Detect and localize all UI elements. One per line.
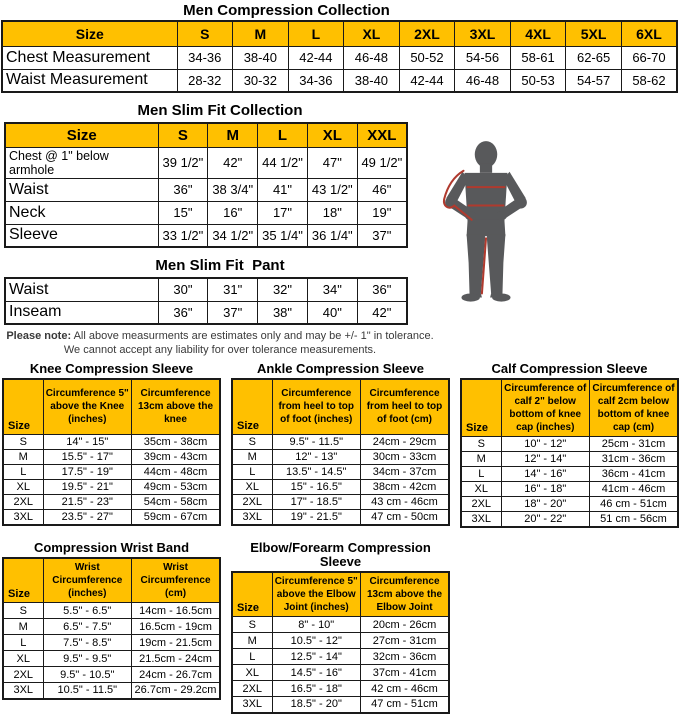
ankle-sleeve-table bbox=[231, 378, 450, 526]
table-cell: Chest Measurement bbox=[2, 46, 177, 69]
slim-fit-header bbox=[5, 123, 407, 147]
column-header: Circumference 5" above the Knee (inches) bbox=[43, 379, 132, 434]
table-cell: 46 cm - 51cm bbox=[590, 497, 679, 512]
table-cell: 39 1/2" bbox=[158, 147, 208, 178]
table-cell: 42" bbox=[357, 301, 407, 324]
table-cell: 15.5" - 17" bbox=[43, 449, 132, 464]
table-row bbox=[232, 617, 449, 633]
table-cell: 3XL bbox=[3, 509, 43, 525]
table-cell: S bbox=[232, 617, 272, 633]
calf-sleeve-title: Calf Compression Sleeve bbox=[491, 361, 648, 376]
table-cell: 17.5" - 19" bbox=[43, 464, 132, 479]
table-cell: 2XL bbox=[232, 494, 272, 509]
table-cell: 66-70 bbox=[621, 46, 677, 69]
slim-fit-collection-table bbox=[4, 122, 408, 248]
size-column-header: Size bbox=[461, 379, 501, 437]
column-header: Wrist Circumference (cm) bbox=[132, 558, 221, 603]
column-header: L bbox=[258, 123, 308, 147]
table-cell: 37" bbox=[357, 224, 407, 247]
table-cell: 42-44 bbox=[399, 69, 455, 92]
table-row bbox=[232, 649, 449, 665]
column-header: XL bbox=[307, 123, 357, 147]
table-cell: 38" bbox=[258, 301, 308, 324]
table-cell: Sleeve bbox=[5, 224, 158, 247]
table-cell: 51 cm - 56cm bbox=[590, 512, 679, 528]
table-cell: 62-65 bbox=[566, 46, 622, 69]
table-cell: 31cm - 36cm bbox=[590, 452, 679, 467]
column-header: Circumference 13cm above the Elbow Joint bbox=[361, 572, 450, 617]
table-cell: 35cm - 38cm bbox=[132, 434, 221, 449]
table-cell: 20" - 22" bbox=[501, 512, 590, 528]
table-cell: 58-61 bbox=[510, 46, 566, 69]
table-cell: 47" bbox=[307, 147, 357, 178]
table-cell: 16" bbox=[208, 201, 258, 224]
table-cell: 6.5" - 7.5" bbox=[43, 619, 132, 635]
table-cell: 35 1/4" bbox=[258, 224, 308, 247]
tolerance-note bbox=[0, 329, 440, 357]
table-row bbox=[232, 449, 449, 464]
table-row bbox=[3, 667, 220, 683]
table-cell: 19.5" - 21" bbox=[43, 479, 132, 494]
table-cell: 3XL bbox=[232, 509, 272, 525]
calf-sleeve-section bbox=[460, 362, 679, 528]
table-cell: 46" bbox=[357, 178, 407, 201]
table-cell: S bbox=[232, 434, 272, 449]
table-cell: 2XL bbox=[461, 497, 501, 512]
table-cell: 18.5" - 20" bbox=[272, 697, 361, 713]
column-header: M bbox=[208, 123, 258, 147]
table-cell: 30" bbox=[158, 278, 208, 301]
table-cell: 17" - 18.5" bbox=[272, 494, 361, 509]
table-cell: L bbox=[461, 467, 501, 482]
elbow-sleeve-title: Elbow/Forearm Compression Sleeve bbox=[250, 540, 431, 569]
table-cell: 42-44 bbox=[288, 46, 344, 69]
table-cell: 54-57 bbox=[566, 69, 622, 92]
elbow-sleeve-table bbox=[231, 571, 450, 714]
table-cell: 18" bbox=[307, 201, 357, 224]
table-cell: M bbox=[3, 449, 43, 464]
table-cell: 32cm - 36cm bbox=[361, 649, 450, 665]
table-cell: XL bbox=[232, 665, 272, 681]
table-cell: 34-36 bbox=[288, 69, 344, 92]
table-cell: 38-40 bbox=[233, 46, 289, 69]
table-cell: 49cm - 53cm bbox=[132, 479, 221, 494]
table-cell: L bbox=[232, 464, 272, 479]
table-row bbox=[461, 437, 678, 452]
table-cell: 27cm - 31cm bbox=[361, 633, 450, 649]
slim-fit-collection-title: Men Slim Fit Collection bbox=[137, 102, 303, 119]
table-cell: M bbox=[232, 449, 272, 464]
table-cell: M bbox=[461, 452, 501, 467]
table-cell: 34-36 bbox=[177, 46, 233, 69]
table-row bbox=[5, 301, 407, 324]
table-cell: 58-62 bbox=[621, 69, 677, 92]
table-row bbox=[461, 482, 678, 497]
table-cell: L bbox=[232, 649, 272, 665]
table-cell: 12" - 13" bbox=[272, 449, 361, 464]
table-cell: 15" bbox=[158, 201, 208, 224]
wrist-band-section bbox=[2, 541, 221, 714]
table-cell: 23.5" - 27" bbox=[43, 509, 132, 525]
table-row bbox=[232, 509, 449, 525]
table-cell: 16.5" - 18" bbox=[272, 681, 361, 697]
column-header: S bbox=[177, 21, 233, 46]
table-cell: Waist bbox=[5, 278, 158, 301]
table-cell: 34cm - 37cm bbox=[361, 464, 450, 479]
table-cell: 38-40 bbox=[344, 69, 400, 92]
table-row bbox=[3, 434, 220, 449]
table-cell: 20cm - 26cm bbox=[361, 617, 450, 633]
table-cell: 34 1/2" bbox=[208, 224, 258, 247]
table-cell: 54cm - 58cm bbox=[132, 494, 221, 509]
column-header: Circumference of calf 2cm below bottom of knee cap (cm) bbox=[590, 379, 679, 437]
male-silhouette-svg bbox=[440, 140, 532, 314]
table-cell: Neck bbox=[5, 201, 158, 224]
table-cell: 10.5" - 11.5" bbox=[43, 683, 132, 699]
table-cell: 39cm - 43cm bbox=[132, 449, 221, 464]
table-row bbox=[232, 633, 449, 649]
table-cell: 25cm - 31cm bbox=[590, 437, 679, 452]
table-cell: 50-53 bbox=[510, 69, 566, 92]
table-cell: 26.7cm - 29.2cm bbox=[132, 683, 221, 699]
table-row bbox=[232, 464, 449, 479]
knee-sleeve-section bbox=[2, 362, 221, 528]
table-cell: 47 cm - 51cm bbox=[361, 697, 450, 713]
table-cell: 14.5" - 16" bbox=[272, 665, 361, 681]
table-cell: 31" bbox=[208, 278, 258, 301]
table-cell: 13.5" - 14.5" bbox=[272, 464, 361, 479]
table-cell: 14" - 16" bbox=[501, 467, 590, 482]
table-cell: 54-56 bbox=[455, 46, 511, 69]
table-cell: 33 1/2" bbox=[158, 224, 208, 247]
table-cell: 18" - 20" bbox=[501, 497, 590, 512]
table-cell: 30cm - 33cm bbox=[361, 449, 450, 464]
column-header: Size bbox=[2, 21, 177, 46]
column-header: Circumference 13cm above the knee bbox=[132, 379, 221, 434]
table-cell: 47 cm - 50cm bbox=[361, 509, 450, 525]
table-cell: 38cm - 42cm bbox=[361, 479, 450, 494]
table-cell: 14" - 15" bbox=[43, 434, 132, 449]
size-column-header: Size bbox=[232, 572, 272, 617]
table-row bbox=[3, 603, 220, 619]
table-cell: L bbox=[3, 464, 43, 479]
table-cell: 32" bbox=[258, 278, 308, 301]
column-header: XXL bbox=[357, 123, 407, 147]
table-cell: 24cm - 29cm bbox=[361, 434, 450, 449]
male-silhouette-figure bbox=[440, 140, 532, 314]
table-cell: 5.5" - 6.5" bbox=[43, 603, 132, 619]
table-cell: 9.5" - 10.5" bbox=[43, 667, 132, 683]
table-cell: 41cm - 46cm bbox=[590, 482, 679, 497]
table-cell: 19cm - 21.5cm bbox=[132, 635, 221, 651]
table-cell: 7.5" - 8.5" bbox=[43, 635, 132, 651]
table-cell: 36" bbox=[158, 301, 208, 324]
elbow-sleeve-section bbox=[231, 541, 450, 714]
table-cell: 36" bbox=[158, 178, 208, 201]
table-row bbox=[3, 635, 220, 651]
column-header: 4XL bbox=[510, 21, 566, 46]
table-row bbox=[2, 69, 677, 92]
table-cell: 9.5" - 9.5" bbox=[43, 651, 132, 667]
table-row bbox=[5, 147, 407, 178]
table-row bbox=[232, 681, 449, 697]
table-row bbox=[232, 494, 449, 509]
table-cell: Inseam bbox=[5, 301, 158, 324]
tolerance-note-line1 bbox=[0, 329, 440, 343]
wrist-band-title: Compression Wrist Band bbox=[33, 540, 190, 555]
table-cell: 42 cm - 46cm bbox=[361, 681, 450, 697]
column-header: 3XL bbox=[455, 21, 511, 46]
table-cell: 17" bbox=[258, 201, 308, 224]
column-header: XL bbox=[344, 21, 400, 46]
table-cell: 38 3/4" bbox=[208, 178, 258, 201]
calf-sleeve-table bbox=[460, 378, 679, 528]
table-cell: 14cm - 16.5cm bbox=[132, 603, 221, 619]
column-header: 2XL bbox=[399, 21, 455, 46]
table-cell: 3XL bbox=[461, 512, 501, 528]
table-cell: S bbox=[461, 437, 501, 452]
table-cell: 37cm - 41cm bbox=[361, 665, 450, 681]
table-row bbox=[232, 434, 449, 449]
table-cell: 46-48 bbox=[455, 69, 511, 92]
table-cell: 30-32 bbox=[233, 69, 289, 92]
table-cell: 15" - 16.5" bbox=[272, 479, 361, 494]
column-header: S bbox=[158, 123, 208, 147]
table-row bbox=[232, 697, 449, 713]
column-header: M bbox=[233, 21, 289, 46]
compression-collection-header bbox=[2, 21, 677, 46]
table-cell: 36 1/4" bbox=[307, 224, 357, 247]
table-cell: 2XL bbox=[3, 494, 43, 509]
table-cell: 3XL bbox=[3, 683, 43, 699]
table-row bbox=[3, 479, 220, 494]
table-cell: Waist bbox=[5, 178, 158, 201]
note-text: All above measurments are estimates only and may be +/- 1" in tolerance. bbox=[71, 330, 434, 342]
table-row bbox=[5, 278, 407, 301]
table-cell: 28-32 bbox=[177, 69, 233, 92]
knee-sleeve-table bbox=[2, 378, 221, 526]
column-header: Circumference of calf 2" below bottom of knee cap (inches) bbox=[501, 379, 590, 437]
table-row bbox=[3, 464, 220, 479]
table-cell: M bbox=[232, 633, 272, 649]
table-cell: 44cm - 48cm bbox=[132, 464, 221, 479]
table-cell: 40" bbox=[307, 301, 357, 324]
compression-collection-table bbox=[1, 20, 678, 93]
table-cell: 24cm - 26.7cm bbox=[132, 667, 221, 683]
table-cell: 34" bbox=[307, 278, 357, 301]
table-cell: 36" bbox=[357, 278, 407, 301]
slim-fit-pant-table bbox=[4, 277, 408, 325]
table-row bbox=[5, 201, 407, 224]
table-cell: 59cm - 67cm bbox=[132, 509, 221, 525]
table-cell: XL bbox=[3, 479, 43, 494]
table-cell: Waist Measurement bbox=[2, 69, 177, 92]
size-column-header: Size bbox=[232, 379, 272, 434]
table-row bbox=[461, 467, 678, 482]
table-cell: 21.5cm - 24cm bbox=[132, 651, 221, 667]
table-cell: 42" bbox=[208, 147, 258, 178]
column-header: Circumference from heel to top of foot (inches) bbox=[272, 379, 361, 434]
table-cell: 8" - 10" bbox=[272, 617, 361, 633]
column-header: Size bbox=[5, 123, 158, 147]
table-cell: XL bbox=[461, 482, 501, 497]
size-column-header: Size bbox=[3, 558, 43, 603]
table-cell: M bbox=[3, 619, 43, 635]
ankle-sleeve-section bbox=[231, 362, 450, 528]
table-cell: 36cm - 41cm bbox=[590, 467, 679, 482]
table-cell: XL bbox=[232, 479, 272, 494]
table-row bbox=[3, 651, 220, 667]
table-row bbox=[232, 665, 449, 681]
size-column-header: Size bbox=[3, 379, 43, 434]
knee-sleeve-title: Knee Compression Sleeve bbox=[29, 361, 194, 376]
table-cell: 49 1/2" bbox=[357, 147, 407, 178]
table-row bbox=[3, 449, 220, 464]
table-cell: L bbox=[3, 635, 43, 651]
table-cell: 16" - 18" bbox=[501, 482, 590, 497]
table-row bbox=[3, 509, 220, 525]
table-row bbox=[3, 619, 220, 635]
table-row bbox=[461, 452, 678, 467]
table-row bbox=[5, 178, 407, 201]
wrist-band-table bbox=[2, 557, 221, 700]
table-cell: 43 cm - 46cm bbox=[361, 494, 450, 509]
table-row bbox=[3, 494, 220, 509]
column-header: L bbox=[288, 21, 344, 46]
table-row bbox=[2, 46, 677, 69]
table-cell: 12.5" - 14" bbox=[272, 649, 361, 665]
slim-fit-pant-title: Men Slim Fit Pant bbox=[155, 257, 285, 274]
table-cell: 43 1/2" bbox=[307, 178, 357, 201]
table-cell: Chest @ 1" below armhole bbox=[5, 147, 158, 178]
compression-collection-title: Men Compression Collection bbox=[183, 2, 390, 19]
table-row bbox=[5, 224, 407, 247]
table-cell: 44 1/2" bbox=[258, 147, 308, 178]
table-row bbox=[461, 512, 678, 528]
table-cell: 2XL bbox=[232, 681, 272, 697]
column-header: Circumference 5" above the Elbow Joint (inches) bbox=[272, 572, 361, 617]
table-cell: 3XL bbox=[232, 697, 272, 713]
table-cell: 19" - 21.5" bbox=[272, 509, 361, 525]
table-cell: 46-48 bbox=[344, 46, 400, 69]
table-cell: 2XL bbox=[3, 667, 43, 683]
table-cell: 50-52 bbox=[399, 46, 455, 69]
table-cell: XL bbox=[3, 651, 43, 667]
column-header: 5XL bbox=[566, 21, 622, 46]
note-label: Please note: bbox=[6, 330, 72, 342]
table-cell: 10" - 12" bbox=[501, 437, 590, 452]
table-row bbox=[232, 479, 449, 494]
table-row bbox=[3, 683, 220, 699]
ankle-sleeve-title: Ankle Compression Sleeve bbox=[257, 361, 424, 376]
table-cell: S bbox=[3, 603, 43, 619]
column-header: Circumference from heel to top of foot (cm) bbox=[361, 379, 450, 434]
table-cell: 12" - 14" bbox=[501, 452, 590, 467]
table-cell: 19" bbox=[357, 201, 407, 224]
table-cell: 21.5" - 23" bbox=[43, 494, 132, 509]
table-cell: 37" bbox=[208, 301, 258, 324]
column-header: 6XL bbox=[621, 21, 677, 46]
table-cell: 9.5" - 11.5" bbox=[272, 434, 361, 449]
table-row bbox=[461, 497, 678, 512]
table-cell: 41" bbox=[258, 178, 308, 201]
table-cell: S bbox=[3, 434, 43, 449]
table-cell: 10.5" - 12" bbox=[272, 633, 361, 649]
tolerance-note-line2: We cannot accept any liability for over tolerance measurements. bbox=[63, 344, 377, 356]
column-header: Wrist Circumference (inches) bbox=[43, 558, 132, 603]
table-cell: 16.5cm - 19cm bbox=[132, 619, 221, 635]
